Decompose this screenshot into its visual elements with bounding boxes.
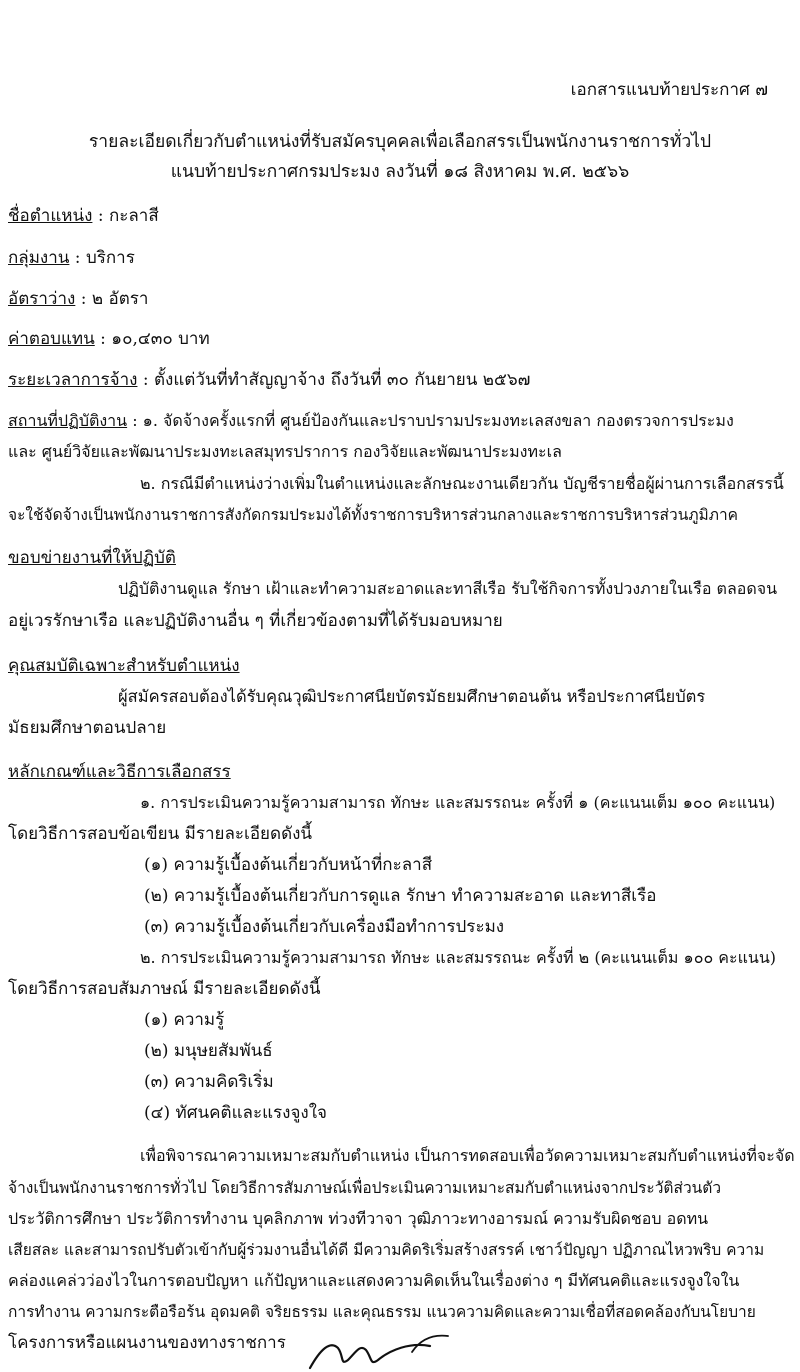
- criteria-part1-line1: ๑. การประเมินความรู้ความสามารถ ทักษะ และสมรรถนะ ครั้งที่ ๑ (คะแนนเต็ม ๑๐๐ คะแนน): [140, 793, 776, 812]
- field-value: ๒ อัตรา: [91, 289, 149, 309]
- criteria-part2-line2: โดยวิธีการสอบสัมภาษณ์ มีรายละเอียดดังนี้: [8, 979, 321, 999]
- field-label: ชื่อตำแหน่ง: [8, 206, 93, 226]
- field-value: ๑๐,๔๓๐ บาท: [111, 329, 210, 349]
- list-item: (๓) ความรู้เบื้องต้นเกี่ยวกับเครื่องมือทำการประมง: [144, 917, 505, 937]
- list-item: (๒) มนุษยสัมพันธ์: [144, 1041, 273, 1061]
- closing-line: โครงการหรือแผนงานของทางราชการ: [8, 1333, 286, 1353]
- closing-line: เสียสละ และสามารถปรับตัวเข้ากับผู้ร่วมงานอื่นได้ดี มีความคิดริเริ่มสร้างสรรค์ เชาว์ปัญญา ปฏิภาณไหวพริบ ความ: [8, 1241, 765, 1259]
- document-title-line2: แนบท้ายประกาศกรมประมง ลงวันที่ ๑๘ สิงหาคม พ.ศ. ๒๕๖๖: [170, 162, 630, 182]
- field-vacancies: [8, 287, 148, 311]
- field-label: กลุ่มงาน: [8, 248, 70, 268]
- scope-heading: ขอบข่ายงานที่ให้ปฏิบัติ: [8, 548, 176, 568]
- list-item: (๒) ความรู้เบื้องต้นเกี่ยวกับการดูแล รักษา ทำความสะอาด และทาสีเรือ: [144, 886, 657, 906]
- field-separator: :: [94, 329, 112, 349]
- closing-line: จ้างเป็นพนักงานราชการทั่วไป โดยวิธีการสัมภาษณ์เพื่อประเมินความเหมาะสมกับตำแหน่งจากประวัติส่วนตัว: [8, 1179, 722, 1197]
- workplace-line3: ๒. กรณีมีตำแหน่งว่างเพิ่มในตำแหน่งและลักษณะงานเดียวกัน บัญชีรายชื่อผู้ผ่านการเลือกสรรนี้: [140, 474, 784, 493]
- field-label: สถานที่ปฏิบัติงาน: [8, 411, 128, 430]
- criteria-part2-line1: ๒. การประเมินความรู้ความสามารถ ทักษะ และสมรรถนะ ครั้งที่ ๒ (คะแนนเต็ม ๑๐๐ คะแนน): [140, 948, 777, 967]
- field-label: อัตราว่าง: [8, 289, 76, 309]
- scope-line2: อยู่เวรรักษาเรือ และปฏิบัติงานอื่น ๆ ที่เกี่ยวข้องตามที่ได้รับมอบหมาย: [8, 611, 503, 631]
- field-label: ระยะเวลาการจ้าง: [8, 370, 138, 390]
- field-value: บริการ: [85, 248, 135, 268]
- field-separator: :: [75, 289, 92, 309]
- closing-line: ประวัติการศึกษา ประวัติการทำงาน บุคลิกภาพ ท่วงทีวาจา วุฒิภาวะทางอารมณ์ ความรับผิดชอบ อดทน: [8, 1209, 709, 1228]
- field-value: ๑. จัดจ้างครั้งแรกที่ ศูนย์ป้องกันและปราบปรามประมงทะเลสงขลา กองตรวจการประมง: [142, 411, 734, 430]
- criteria-part1-line2: โดยวิธีการสอบข้อเขียน มีรายละเอียดดังนี้: [8, 824, 313, 844]
- list-item: (๑) ความรู้: [144, 1010, 225, 1030]
- field-separator: :: [69, 248, 86, 268]
- closing-line: เพื่อพิจารณาความเหมาะสมกับตำแหน่ง เป็นการทดสอบเพื่อวัดความเหมาะสมกับตำแหน่งที่จะจัด: [140, 1146, 795, 1165]
- document-title-line1: รายละเอียดเกี่ยวกับตำแหน่งที่รับสมัครบุคคลเพื่อเลือกสรรเป็นพนักงานราชการทั่วไป: [88, 132, 712, 152]
- list-item: (๓) ความคิดริเริ่ม: [144, 1072, 274, 1092]
- list-item: (๔) ทัศนคติและแรงจูงใจ: [144, 1103, 327, 1123]
- workplace-line4: จะใช้จัดจ้างเป็นพนักงานราชการสังกัดกรมประมงได้ทั้งราชการบริหารส่วนกลางและราชการบริหารส่วนภูมิภาค: [8, 506, 739, 524]
- field-separator: :: [137, 370, 154, 390]
- field-group: [8, 246, 135, 270]
- field-employment-period: [8, 368, 530, 392]
- field-separator: :: [92, 206, 109, 226]
- criteria-heading: หลักเกณฑ์และวิธีการเลือกสรร: [8, 762, 231, 782]
- field-position: [8, 204, 159, 228]
- qualifications-line2: มัธยมศึกษาตอนปลาย: [8, 718, 167, 738]
- qualifications-line1: ผู้สมัครสอบต้องได้รับคุณวุฒิประกาศนียบัตรมัธยมศึกษาตอนต้น หรือประกาศนียบัตร: [118, 687, 706, 706]
- closing-line: การทำงาน ความกระตือรือร้น อุดมคติ จริยธรรม และคุณธรรม แนวความคิดและความเชื่อที่สอดคล้องกับนโยบาย: [8, 1303, 756, 1321]
- field-value: ตั้งแต่วันที่ทำสัญญาจ้าง ถึงวันที่ ๓๐ กันยายน ๒๕๖๗: [154, 370, 531, 390]
- field-workplace: [8, 409, 734, 433]
- attachment-label: เอกสารแนบท้ายประกาศ ๗: [570, 80, 768, 100]
- field-value: กะลาสี: [108, 206, 159, 226]
- qualifications-heading: คุณสมบัติเฉพาะสำหรับตำแหน่ง: [8, 656, 240, 676]
- list-item: (๑) ความรู้เบื้องต้นเกี่ยวกับหน้าที่กะลาสี: [144, 855, 433, 875]
- workplace-line2: และ ศูนย์วิจัยและพัฒนาประมงทะเลสมุทรปราการ กองวิจัยและพัฒนาประมงทะเล: [8, 442, 562, 461]
- signature-icon: [300, 1330, 460, 1372]
- field-compensation: [8, 327, 210, 351]
- scope-line1: ปฏิบัติงานดูแล รักษา เฝ้าและทำความสะอาดและทาสีเรือ รับใช้กิจการทั้งปวงภายในเรือ ตลอดจน: [118, 579, 778, 598]
- field-label: ค่าตอบแทน: [8, 329, 95, 349]
- field-separator: :: [127, 411, 143, 430]
- closing-line: คล่องแคล่วว่องไวในการตอบปัญหา แก้ปัญหาและแสดงความคิดเห็นในเรื่องต่าง ๆ มีทัศนคติและแรงจูงใจใน: [8, 1271, 740, 1290]
